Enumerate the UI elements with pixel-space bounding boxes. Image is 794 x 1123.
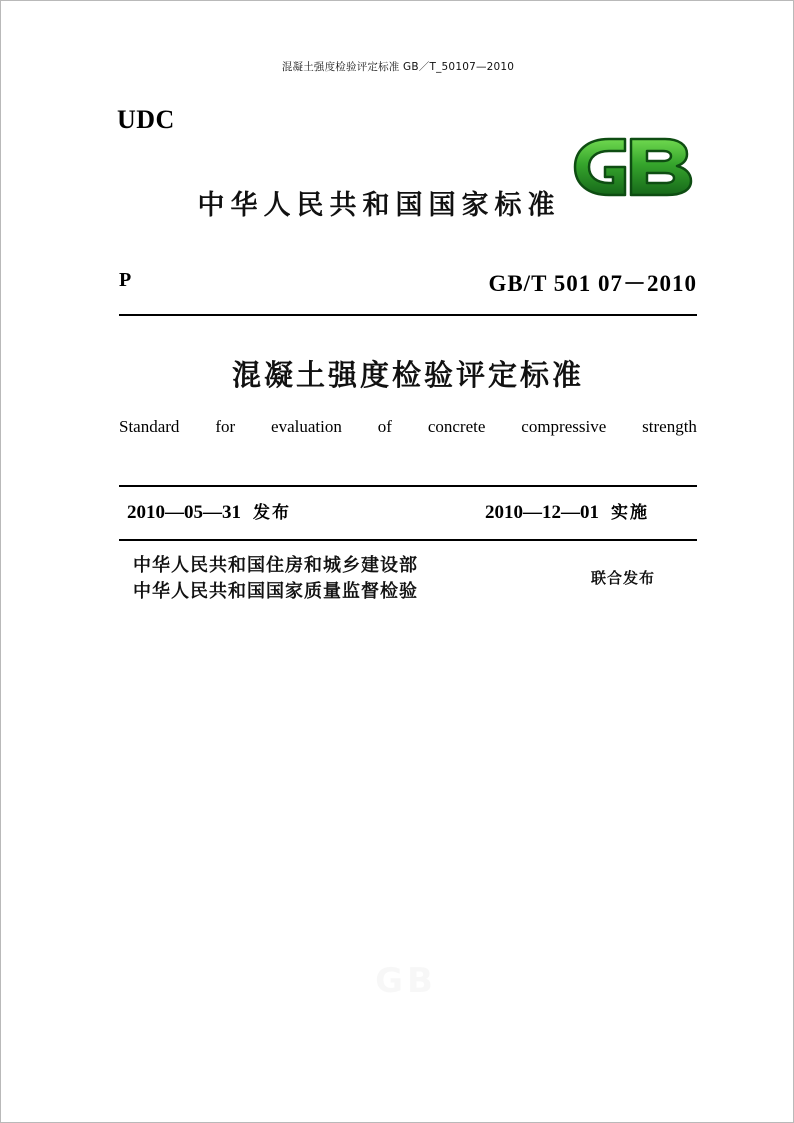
issuer-line: 中华人民共和国住房和城乡建设部 <box>133 555 418 576</box>
effective-label: 实施 <box>611 503 649 523</box>
title-en-word: of <box>377 417 392 436</box>
category-letter: P <box>119 269 132 291</box>
title-en-word: Standard <box>119 417 180 436</box>
udc-label: UDC <box>117 105 175 134</box>
title-en-word: for <box>215 417 236 436</box>
standard-number: GB/T 501 07－2010 <box>488 271 697 296</box>
gb-logo-icon <box>569 133 699 201</box>
title-en-word: compressive <box>521 417 607 436</box>
standard-number-row <box>119 269 697 303</box>
national-standard-heading: 中华人民共和国国家标准 <box>197 190 561 221</box>
effective-date-group <box>485 498 649 524</box>
issuer-line: 中华人民共和国国家质量监督检验 <box>133 581 418 602</box>
title-en-word: evaluation <box>271 417 342 436</box>
divider-middle <box>119 485 697 487</box>
watermark-text: GB <box>375 961 437 1001</box>
document-title-en <box>119 417 697 437</box>
issuing-organizations <box>133 553 418 605</box>
issue-date: 2010—05—31 <box>127 502 241 523</box>
document-title-cn: 混凝土强度检验评定标准 <box>231 358 584 392</box>
joint-release-label: 联合发布 <box>591 569 656 587</box>
running-header: 混凝土强度检验评定标准 GB／T_50107—2010 <box>281 61 515 73</box>
issue-date-group <box>127 498 291 524</box>
title-en-word: concrete <box>427 417 486 436</box>
divider-bottom <box>119 539 697 541</box>
divider-top <box>119 314 697 316</box>
title-en-word: strength <box>642 417 697 436</box>
dates-row <box>119 498 697 528</box>
effective-date: 2010—12—01 <box>485 502 599 523</box>
issue-label: 发布 <box>253 503 291 523</box>
